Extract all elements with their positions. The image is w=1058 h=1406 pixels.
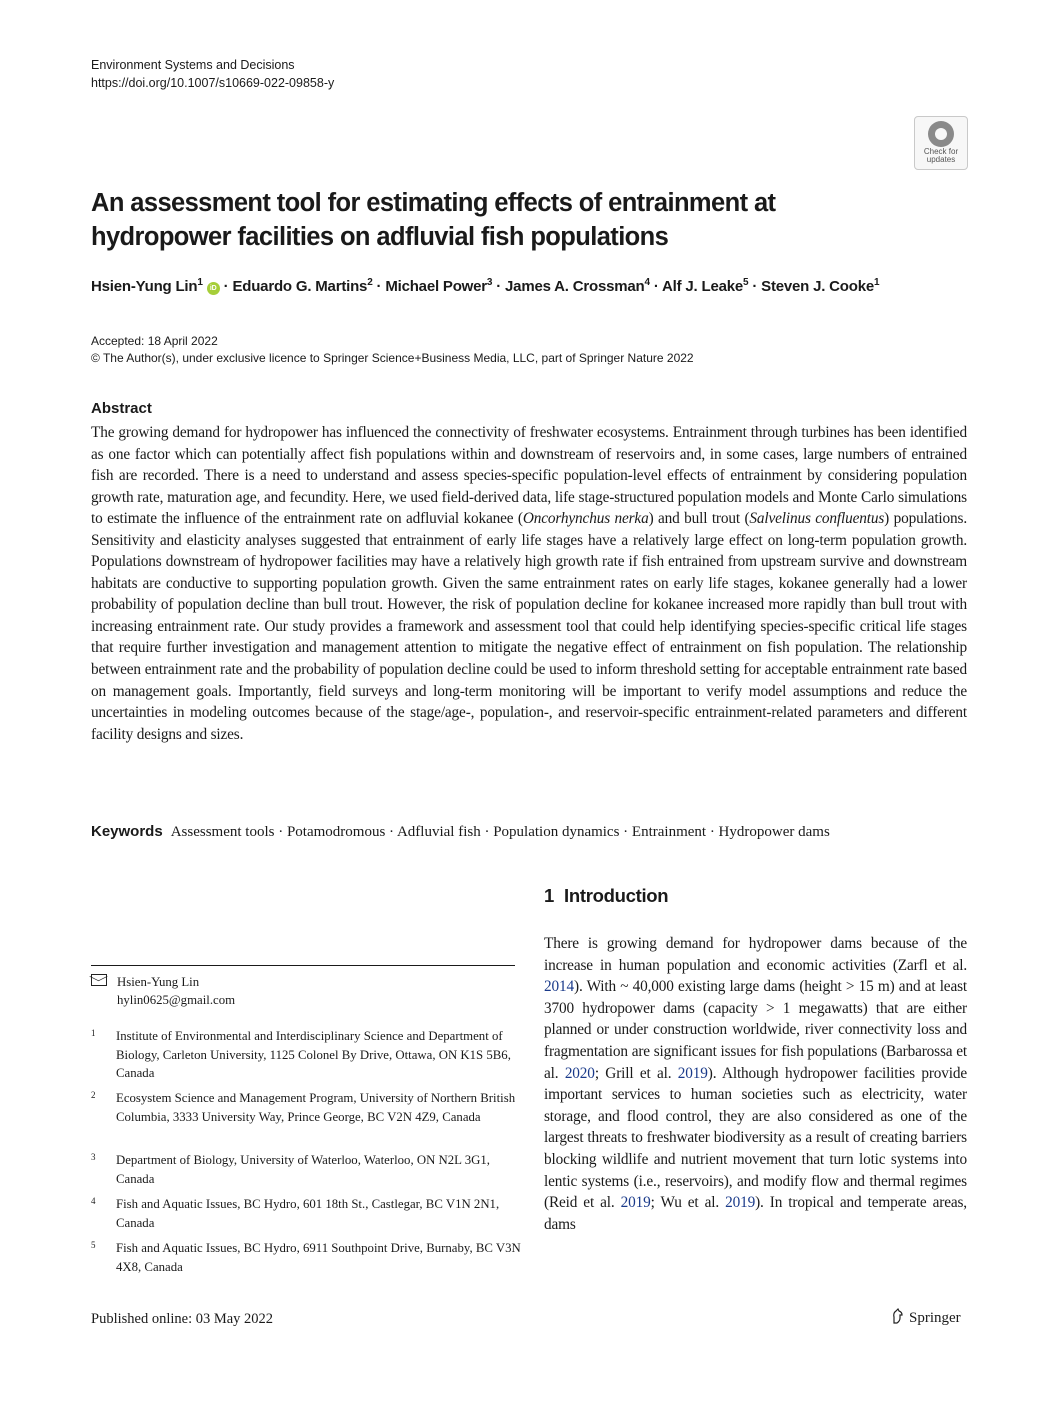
keywords (91, 822, 967, 842)
doi-link[interactable]: https://doi.org/10.1007/s10669-022-09858-y (91, 76, 335, 90)
author-name[interactable]: Eduardo G. Martins (232, 278, 368, 295)
abstract-heading: Abstract (91, 400, 152, 417)
section-heading-introduction (544, 885, 668, 907)
author-separator: · (372, 278, 386, 295)
intro-text-part: ). In tropical and temperate areas, dams (544, 1194, 967, 1233)
publisher-name: Springer (909, 1310, 961, 1326)
author-affiliation-marker: 4 (644, 277, 650, 288)
intro-text-part: There is growing demand for hydropower dams because of the increase in human population and economic activities (Zarfl et al. (544, 935, 967, 974)
journal-name: Environment Systems and Decisions (91, 58, 295, 72)
article-dates (91, 333, 694, 367)
affiliation-text: Fish and Aquatic Issues, BC Hydro, 6911 Southpoint Drive, Burnaby, BC V3N 4X8, Canada (116, 1241, 521, 1274)
affiliation-number: 2 (91, 1090, 96, 1100)
citation-link[interactable]: 2019 (677, 1064, 708, 1082)
contact-email[interactable]: hylin0625@gmail.com (117, 993, 236, 1007)
copyright-notice: © The Author(s), under exclusive licence to Springer Science+Business Media, LLC, part of Springer Nature 2022 (91, 351, 694, 365)
author-name[interactable]: Steven J. Cooke (761, 278, 875, 295)
affiliation (91, 1239, 521, 1276)
author-separator: · (492, 278, 506, 295)
check-for-updates-badge[interactable] (914, 116, 968, 170)
corresponding-author (91, 973, 235, 1009)
citation-link[interactable]: 2014 (544, 978, 574, 996)
intro-text-part: ; Wu et al. (650, 1194, 726, 1212)
abstract-text (91, 422, 967, 745)
footnote-divider (91, 965, 515, 966)
affiliation-number: 1 (91, 1028, 96, 1038)
check-updates-label: Check for updates (923, 147, 959, 164)
keywords-label: Keywords (91, 823, 163, 840)
author-separator: · (219, 278, 233, 295)
journal-header (91, 56, 334, 92)
affiliation-text: Fish and Aquatic Issues, BC Hydro, 601 18th St., Castlegar, BC V1N 2N1, Canada (116, 1197, 500, 1230)
affiliation-text: Department of Biology, University of Waterloo, Waterloo, ON N2L 3G1, Canada (116, 1153, 490, 1186)
author-affiliation-marker: 1 (197, 277, 203, 288)
accepted-date: Accepted: 18 April 2022 (91, 334, 218, 348)
affiliation (91, 1195, 521, 1232)
author-affiliation-marker: 5 (743, 277, 749, 288)
author-separator: · (649, 278, 663, 295)
author-separator: · (748, 278, 762, 295)
section-title: Introduction (564, 885, 669, 906)
author-affiliation-marker: 2 (367, 277, 373, 288)
species-name: Salvelinus confluentus (749, 510, 885, 528)
author-list (91, 277, 879, 295)
section-number: 1 (544, 885, 554, 906)
intro-text-part: ; Grill et al. (594, 1064, 678, 1082)
introduction-text (544, 933, 967, 1235)
springer-horse-icon (891, 1308, 905, 1324)
contact-name: Hsien-Yung Lin (117, 975, 200, 989)
affiliation (91, 1027, 521, 1083)
author-name[interactable]: Alf J. Leake (662, 278, 744, 295)
intro-text-part: ). Although hydropower facilities provide important services to human societies such as electricity, water storage, and flood control, they are also considered as one of the largest threats to freshwater biodiversity as a result of creating barriers blocking wildlife and nutrient movement that turn lotic systems into lentic systems (i.e., reservoirs), and modify flow and thermal regimes (Reid et al. (544, 1064, 967, 1212)
affiliation-number: 5 (91, 1240, 96, 1250)
author-name[interactable]: Michael Power (385, 278, 487, 295)
citation-link[interactable]: 2019 (725, 1194, 756, 1212)
author-affiliation-marker: 3 (486, 277, 493, 288)
affiliation-text: Institute of Environmental and Interdisciplinary Science and Department of Biology, Carleton University, 1125 Colonel By Drive, Ottawa, ON K1S 5B6, Canada (116, 1029, 511, 1080)
abstract-text-part: The growing demand for hydropower has influenced the connectivity of freshwater ecosystems. Entrainment through turbines has been identified as one factor which can potentially affect fish populations within and downstream of reservoirs and, in some cases, large numbers of entrained fish are recorded. There is a need to understand and assess species-specific population-level effects of entrainment by considering population growth rate, maturation age, and fecundity. Here, we used field-derived data, life stage-structured population models and Monte Carlo simulations to estimate the influence of the entrainment rate on adfluvial kokanee ( (91, 424, 967, 528)
affiliation-number: 4 (91, 1196, 96, 1206)
author-affiliation-marker: 1 (874, 277, 880, 288)
citation-link[interactable]: 2020 (564, 1064, 595, 1082)
orcid-icon[interactable]: iD (207, 282, 220, 295)
check-updates-icon (928, 121, 954, 147)
paper-title: An assessment tool for estimating effects of entrainment at hydropower facilities on adfluvial fish populations (91, 189, 776, 251)
envelope-icon (91, 974, 107, 986)
author-name[interactable]: James A. Crossman (505, 278, 645, 295)
publisher-logo[interactable] (891, 1308, 961, 1327)
species-name: Oncorhynchus nerka (522, 510, 649, 528)
abstract-text-part: ) and bull trout ( (648, 510, 750, 528)
keywords-list: Assessment tools · Potamodromous · Adfluvial fish · Population dynamics · Entrainment · Hydropower dams (170, 824, 830, 840)
citation-link[interactable]: 2019 (620, 1194, 651, 1212)
affiliation (91, 1089, 521, 1126)
published-date: Published online: 03 May 2022 (91, 1311, 274, 1327)
intro-text-part: ). With ~ 40,000 existing large dams (height > 15 m) and at least 3700 hydropower dams (capacity > 1 megawatts) that are either planned or under construction worldwide, river connectivity loss and fragmentation are significant issues for fish populations (Barbarossa et al. (544, 978, 967, 1082)
affiliation (91, 1151, 521, 1188)
author-name[interactable]: Hsien-Yung Lin (91, 278, 198, 295)
abstract-text-part: ) populations. Sensitivity and elasticity analyses suggested that entrainment of early life stages have a relatively large effect on long-term population growth. Populations downstream of hydropower facilities may have a relatively high growth rate if fish entrained from upstream survive and downstream habitats are conductive to supporting population growth. Given the same entrainment rates on early life stages, kokanee generally had a lower probability of population decline than bull trout. However, the risk of population decline for kokanee increased more rapidly than bull trout with increasing entrainment rate. Our study provides a framework and assessment tool that could help identifying species-specific critical life stages that require further investigation and management attention to mitigate the negative effect of entrainment on fish population. The relationship between entrainment rate and the probability of population decline could be used to inform threshold setting for acceptable entrainment rate based on management goals. Importantly, field surveys and long-term monitoring will be important to verify model assumptions and reduce the uncertainties in modeling outcomes because of the stage/age-, population-, and reservoir-specific entrainment-related parameters and different facility designs and sizes. (91, 510, 967, 743)
affiliation-text: Ecosystem Science and Management Program, University of Northern British Columbia, 3333 University Way, Prince George, BC V2N 4Z9, Canada (116, 1091, 516, 1124)
affiliation-number: 3 (91, 1152, 96, 1162)
